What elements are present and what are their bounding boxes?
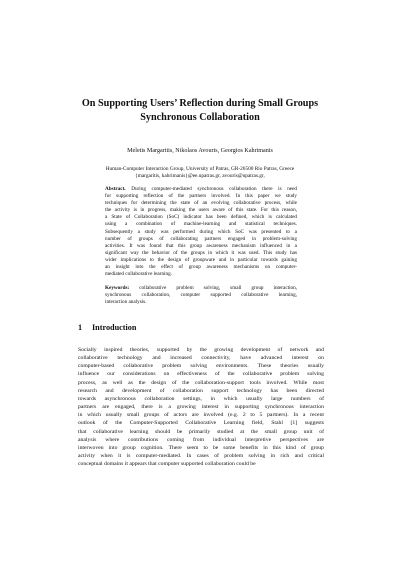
body-line: Socially inspired theories, supported by the growing development of network and <box>78 347 324 353</box>
abstract-line: for supporting reflection of the partners involved. In this paper we study <box>105 193 297 200</box>
title-line: Synchronous Collaboration <box>140 111 260 123</box>
keywords-block <box>105 285 297 306</box>
body-line: that collaborative learning should be primarily studied at the small group unit of <box>78 428 324 435</box>
author-list: Meletis Margaritis, Nikolaos Avouris, Georgios Kahrimanis <box>127 148 273 154</box>
keywords-line: interaction analysis. <box>105 299 147 306</box>
body-line: conceptual domains it appears that computer supported collaboration could be <box>78 461 256 468</box>
title-line: On Supporting Users’ Reflection during Small Groups <box>81 98 319 109</box>
body-line: outlook of the Computer-Supported Collaborative Learning field, Stahl [1] suggests <box>78 420 324 427</box>
abstract-line: an insight into the effect of group awareness mechanisms on computer- <box>105 264 297 271</box>
affiliation <box>40 166 360 180</box>
affiliation-emails: {margaritis, kahrimanis}@ee.upatras.gr, avouris@upatras.gr, <box>135 173 265 180</box>
keywords-label: Keywords: <box>105 285 130 291</box>
keywords-text: collaborative problem solving, small group interaction, <box>139 285 297 291</box>
abstract-line: significant way the behavior of the groups in which it was used. This study has <box>105 249 297 256</box>
body-line: towards asynchronous collaboration settings, in which usually large numbers of <box>78 395 324 402</box>
abstract-label: Abstract. <box>105 186 126 192</box>
abstract-line <box>105 186 297 193</box>
abstract-text: During computer-mediated synchronous collaboration there is need <box>131 186 297 192</box>
section-title: Introduction <box>92 323 137 332</box>
body-line: analysis where contributions coming from individual interpretive perspectives are <box>78 436 324 443</box>
abstract-line: number of groups of collaborating partners engaged in problem-solving <box>105 235 297 242</box>
body-line: computer-based collaborative problem solving environments. These theories usually <box>78 363 324 370</box>
body-line: partners are engaged, there is a growing interest in supporting synchronous interaction <box>78 404 324 411</box>
body-line: influence our considerations on effectiveness of the collaborative problem solving <box>78 371 324 378</box>
body-line: process, as well as the design of the collaboration-support tools involved. While most <box>78 379 324 386</box>
affiliation-line: Human-Computer Interaction Group, University of Patras, GR-26500 Rio Patras, Greece <box>105 166 295 172</box>
keywords-line <box>105 285 297 292</box>
paper-title <box>60 97 340 124</box>
body-line: collaborative technology and increased connectivity, have advanced interest on <box>78 355 324 362</box>
abstract-line: activities. It was found that this group awareness mechanism influenced in a <box>105 242 297 249</box>
abstract-block <box>105 186 297 278</box>
abstract-line: techniques for determining the state of an evolving collaborative process, while <box>105 200 297 207</box>
abstract-line: Subsequently a study was performed during which SoC was presented to a <box>105 228 297 235</box>
section-heading <box>78 323 136 332</box>
body-text <box>78 346 324 468</box>
abstract-line: wider implications to the design of groupware and in particular towards gaining <box>105 256 297 263</box>
body-line: activity when it is computer-mediated. In cases of problem solving in rich and critical <box>78 453 324 460</box>
keywords-line: synchronous collaboration, computer supported collaborative learning, <box>105 292 297 299</box>
abstract-line: mediated collaborative learning. <box>105 271 172 278</box>
abstract-line: the activity is in progress, making the users aware of this state. For this reason, <box>105 207 297 214</box>
abstract-line: a State of Collaboration (SoC) indicator has been defined, which is calculated <box>105 214 297 221</box>
abstract-line: using a combination of machine-learning and statistical techniques. <box>105 221 297 228</box>
body-line: in which usually small groups of actors are involved (e.g. 2 to 5 partners). In a recent <box>78 412 324 419</box>
body-line: research and development of collaboration support technology has been directed <box>78 387 324 394</box>
section-number: 1 <box>78 323 83 332</box>
body-line: interwoven into group cognition. There seem to be some benefits in this kind of group <box>78 444 324 451</box>
